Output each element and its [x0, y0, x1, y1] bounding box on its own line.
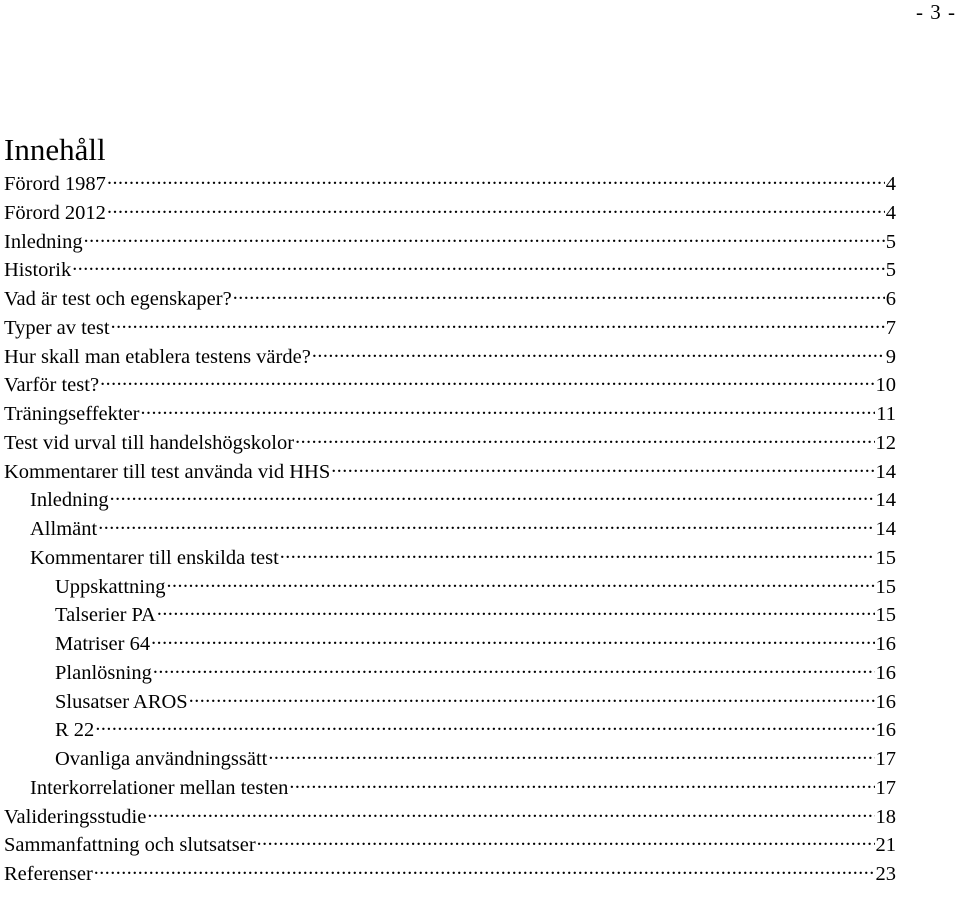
toc-leader-dots	[107, 199, 885, 219]
toc-entry-label: Inledning	[4, 230, 83, 253]
toc-entry-label: Hur skall man etablera testens värde?	[4, 345, 311, 368]
toc-entry-page: 17	[875, 748, 896, 770]
toc-entry-page: 16	[875, 719, 896, 742]
toc-leader-dots	[166, 573, 874, 593]
toc-entry-label: Träningseffekter	[4, 403, 140, 425]
toc-entry[interactable]	[0, 170, 960, 199]
toc-entry-label: Förord 2012	[4, 201, 106, 224]
toc-entry-label: Planlösning	[55, 661, 152, 684]
toc-leader-dots	[257, 831, 875, 851]
toc-subsubentry[interactable]	[0, 688, 960, 717]
toc-entry-page: 5	[885, 259, 896, 282]
toc-entry-page: 5	[885, 230, 896, 253]
toc-leader-dots	[289, 774, 874, 794]
toc-entry-label: Matriser 64	[55, 633, 151, 655]
toc-leader-dots	[151, 630, 874, 650]
toc-entry-page: 17	[875, 776, 896, 799]
toc-entry-page: 14	[875, 518, 896, 540]
toc-entry[interactable]	[0, 803, 960, 832]
toc-entry-label: Uppskattning	[55, 575, 166, 598]
toc-subsubentry[interactable]	[0, 630, 960, 659]
toc-entry-page: 16	[875, 633, 896, 655]
toc-leader-dots	[189, 688, 875, 708]
toc-leader-dots	[157, 601, 875, 621]
toc-entry-label: Kommentarer till enskilda test	[30, 546, 279, 569]
toc-leader-dots	[268, 745, 874, 765]
toc-entry-label: Talserier PA	[55, 604, 156, 627]
toc-entry-page: 14	[875, 460, 896, 483]
toc-entry[interactable]	[0, 831, 960, 860]
toc-leader-dots	[111, 314, 885, 334]
toc-entry-page: 10	[875, 374, 896, 397]
toc-subsubentry[interactable]	[0, 573, 960, 602]
toc-entry[interactable]	[0, 429, 960, 458]
toc-entry-page: 9	[885, 345, 896, 368]
toc-leader-dots	[94, 860, 875, 880]
toc-entry-label: Slusatser AROS	[55, 690, 188, 713]
toc-entry-label: Kommentarer till test använda vid HHS	[4, 460, 331, 483]
toc-entry-label: R 22	[55, 719, 95, 742]
table-of-contents	[0, 170, 960, 889]
toc-leader-dots	[331, 458, 874, 478]
toc-subentry[interactable]	[0, 486, 960, 515]
toc-entry-page: 6	[885, 288, 896, 310]
toc-leader-dots	[153, 659, 875, 679]
toc-leader-dots	[107, 170, 885, 190]
toc-leader-dots	[312, 343, 885, 363]
toc-entry[interactable]	[0, 343, 960, 372]
toc-entry-label: Valideringsstudie	[4, 805, 147, 828]
toc-entry-label: Inledning	[30, 489, 109, 512]
toc-leader-dots	[95, 716, 874, 736]
toc-leader-dots	[100, 371, 874, 391]
toc-entry-label: Test vid urval till handelshögskolor	[4, 431, 295, 454]
toc-title: Innehåll	[4, 132, 106, 167]
toc-entry-label: Sammanfattning och slutsatser	[4, 834, 256, 857]
toc-entry-label: Vad är test och egenskaper?	[4, 288, 232, 310]
toc-subsubentry[interactable]	[0, 716, 960, 745]
toc-entry-page: 18	[875, 805, 896, 828]
toc-subsubentry[interactable]	[0, 659, 960, 688]
toc-entry[interactable]	[0, 228, 960, 257]
toc-entry-page: 12	[875, 431, 896, 454]
toc-leader-dots	[295, 429, 874, 449]
toc-entry-page: 16	[875, 661, 896, 684]
toc-entry-page: 14	[875, 489, 896, 512]
toc-leader-dots	[98, 515, 874, 535]
toc-entry[interactable]	[0, 860, 960, 889]
toc-leader-dots	[147, 803, 874, 823]
toc-leader-dots	[141, 400, 876, 420]
toc-leader-dots	[84, 228, 885, 248]
toc-entry-page: 11	[876, 403, 896, 425]
toc-leader-dots	[280, 544, 875, 564]
toc-entry-page: 15	[875, 575, 896, 598]
toc-entry[interactable]	[0, 199, 960, 228]
toc-entry[interactable]	[0, 400, 960, 429]
toc-entry-label: Varför test?	[4, 374, 100, 397]
toc-subsubentry[interactable]	[0, 745, 960, 774]
page-number: - 3 -	[916, 0, 956, 24]
toc-entry-page: 16	[875, 690, 896, 713]
toc-entry[interactable]	[0, 371, 960, 400]
toc-leader-dots	[233, 285, 885, 305]
toc-leader-dots	[72, 256, 885, 276]
toc-subsubentry[interactable]	[0, 601, 960, 630]
toc-entry-page: 23	[875, 863, 896, 885]
toc-entry-label: Referenser	[4, 863, 93, 885]
toc-entry-label: Ovanliga användningssätt	[55, 748, 268, 770]
toc-entry-page: 15	[875, 604, 896, 627]
toc-entry[interactable]	[0, 458, 960, 487]
toc-entry-page: 4	[885, 201, 896, 224]
toc-entry-page: 7	[885, 316, 896, 339]
toc-entry-page: 4	[885, 173, 896, 195]
toc-entry[interactable]	[0, 256, 960, 285]
toc-entry-label: Typer av test	[4, 316, 110, 339]
toc-subentry[interactable]	[0, 544, 960, 573]
toc-entry-label: Allmänt	[30, 518, 98, 540]
toc-entry[interactable]	[0, 314, 960, 343]
toc-entry[interactable]	[0, 285, 960, 314]
toc-subentry[interactable]	[0, 774, 960, 803]
toc-entry-page: 15	[875, 546, 896, 569]
toc-entry-label: Historik	[4, 259, 72, 282]
toc-entry-label: Förord 1987	[4, 173, 106, 195]
toc-entry-label: Interkorrelationer mellan testen	[30, 776, 289, 799]
toc-entry-page: 21	[875, 834, 896, 857]
toc-subentry[interactable]	[0, 515, 960, 544]
toc-leader-dots	[110, 486, 875, 506]
